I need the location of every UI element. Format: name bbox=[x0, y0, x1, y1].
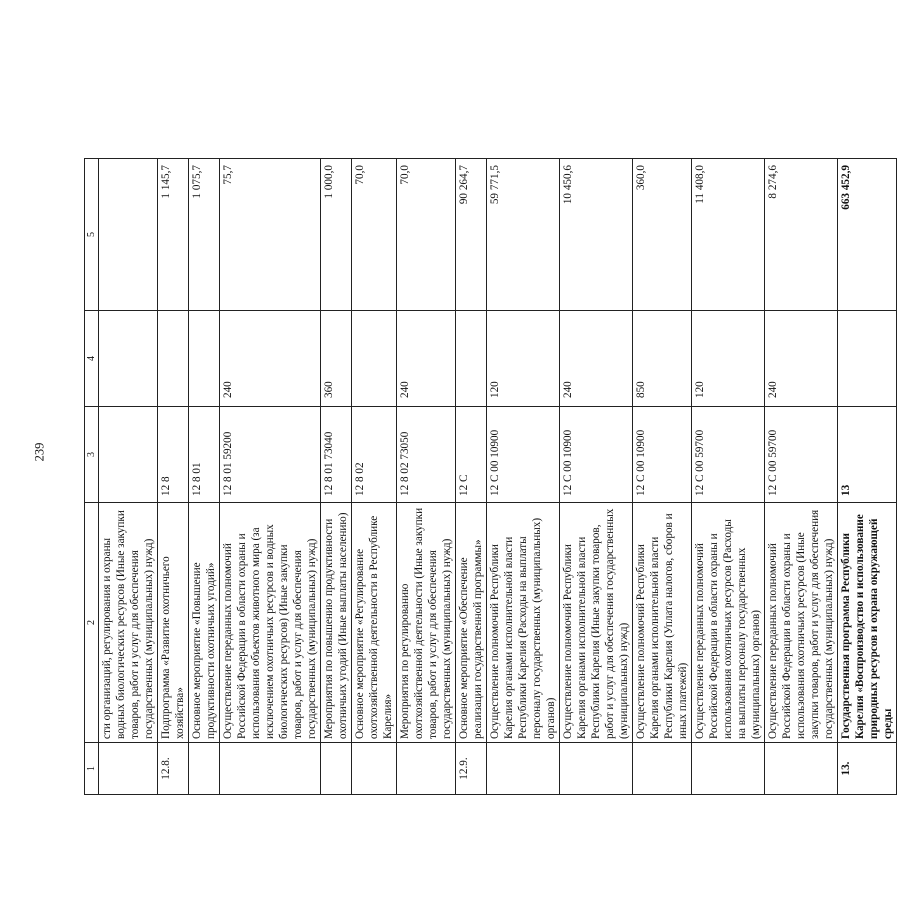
row-number bbox=[321, 743, 352, 795]
row-amount: 1 145,7 bbox=[158, 159, 189, 311]
table-row bbox=[220, 159, 321, 795]
row-type: 120 bbox=[487, 311, 560, 407]
row-type: 240 bbox=[765, 311, 838, 407]
table-row bbox=[487, 159, 560, 795]
row-name: Мероприятия по регулированию охотхозяйственной деятельности (Иные закупки товаров, работ и услуг для обеспечения государственных (муниципальных) нужд) bbox=[397, 503, 456, 743]
row-number bbox=[352, 743, 397, 795]
table-row bbox=[633, 159, 692, 795]
table-row bbox=[560, 159, 633, 795]
row-name: Мероприятия по повышению продуктивности охотничьих угодий (Иные выплаты населению) bbox=[321, 503, 352, 743]
table-row bbox=[397, 159, 456, 795]
row-code: 12 С bbox=[456, 407, 487, 503]
header-col-3: 3 bbox=[85, 407, 99, 503]
row-number: 13. bbox=[838, 743, 897, 795]
row-number bbox=[765, 743, 838, 795]
row-name: Государственная программа Республики Карелия «Воспроизводство и использование природных ресурсов и охрана окружающей среды bbox=[838, 503, 897, 743]
row-amount: 1 075,7 bbox=[189, 159, 220, 311]
row-amount bbox=[99, 159, 158, 311]
row-name: Осуществление полномочий Республики Карелия органами исполнительной власти Республики Карелия (Уплата налогов, сборов и иных платежей) bbox=[633, 503, 692, 743]
row-number bbox=[633, 743, 692, 795]
row-type bbox=[456, 311, 487, 407]
row-amount: 11 408,0 bbox=[692, 159, 765, 311]
row-type: 120 bbox=[692, 311, 765, 407]
row-code: 12 С 00 10900 bbox=[560, 407, 633, 503]
row-name: Основное мероприятие «Регулирование охотхозяйственной деятельности в Республике Карелия» bbox=[352, 503, 397, 743]
row-code: 12 8 01 73040 bbox=[321, 407, 352, 503]
row-amount: 10 450,6 bbox=[560, 159, 633, 311]
row-name: Осуществление переданных полномочий Российской Федерации в области охраны и использования охотничьих ресурсов (Иные закупки товаров, работ и услуг для обеспечения государственных (муниципальных) нужд) bbox=[765, 503, 838, 743]
row-number bbox=[560, 743, 633, 795]
row-type bbox=[99, 311, 158, 407]
row-type: 240 bbox=[560, 311, 633, 407]
row-amount: 70,0 bbox=[397, 159, 456, 311]
table-row bbox=[765, 159, 838, 795]
row-code: 12 С 00 59700 bbox=[765, 407, 838, 503]
header-col-1: 1 bbox=[85, 743, 99, 795]
table-row bbox=[158, 159, 189, 795]
row-amount: 75,7 bbox=[220, 159, 321, 311]
row-number bbox=[487, 743, 560, 795]
row-type bbox=[189, 311, 220, 407]
row-type: 240 bbox=[397, 311, 456, 407]
row-name: Осуществление переданных полномочий Российской Федерации в области охраны и использования объектов животного мира (за исключением охотничьих ресурсов и водных биологических ресурсов) (Иные закупки товаров, работ и услуг для обеспечения государственных (муниципальных) нужд) bbox=[220, 503, 321, 743]
row-amount: 663 452,9 bbox=[838, 159, 897, 311]
table-row bbox=[321, 159, 352, 795]
row-code: 12 8 02 73050 bbox=[397, 407, 456, 503]
row-number bbox=[397, 743, 456, 795]
row-number: 12.8. bbox=[158, 743, 189, 795]
row-amount: 360,0 bbox=[633, 159, 692, 311]
row-code: 12 С 00 10900 bbox=[633, 407, 692, 503]
row-amount: 90 264,7 bbox=[456, 159, 487, 311]
row-amount: 70,0 bbox=[352, 159, 397, 311]
row-name: Основное мероприятие «Обеспечение реализации государственной программы» bbox=[456, 503, 487, 743]
table-row bbox=[352, 159, 397, 795]
row-type: 850 bbox=[633, 311, 692, 407]
row-number bbox=[220, 743, 321, 795]
row-number: 12.9. bbox=[456, 743, 487, 795]
row-code: 12 8 bbox=[158, 407, 189, 503]
row-type: 240 bbox=[220, 311, 321, 407]
row-name: Осуществление полномочий Республики Карелия органами исполнительной власти Республики Карелия (Расходы на выплаты персоналу государственных (муниципальных) органов) bbox=[487, 503, 560, 743]
row-number bbox=[692, 743, 765, 795]
table-header-row bbox=[85, 159, 99, 795]
header-col-5: 5 bbox=[85, 159, 99, 311]
row-number bbox=[99, 743, 158, 795]
page-number: 239 bbox=[32, 442, 47, 462]
table-row bbox=[456, 159, 487, 795]
row-name: Основное мероприятие «Повышение продуктивности охотничьих угодий» bbox=[189, 503, 220, 743]
table-body bbox=[99, 159, 897, 795]
row-number bbox=[189, 743, 220, 795]
row-code bbox=[99, 407, 158, 503]
row-amount: 1 000,0 bbox=[321, 159, 352, 311]
row-name: Осуществление полномочий Республики Карелия органами исполнительной власти Республики Карелия (Иные закупки товаров, работ и услуг для обеспечения государственных (муниципальных) нужд) bbox=[560, 503, 633, 743]
row-name: Подпрограмма «Развитие охотничьего хозяйства» bbox=[158, 503, 189, 743]
header-col-2: 2 bbox=[85, 503, 99, 743]
row-type bbox=[158, 311, 189, 407]
table-row bbox=[838, 159, 897, 795]
table-row bbox=[692, 159, 765, 795]
row-code: 12 8 02 bbox=[352, 407, 397, 503]
row-code: 12 С 00 59700 bbox=[692, 407, 765, 503]
header-col-4: 4 bbox=[85, 311, 99, 407]
row-type bbox=[838, 311, 897, 407]
row-code: 12 8 01 bbox=[189, 407, 220, 503]
row-code: 13 bbox=[838, 407, 897, 503]
row-type bbox=[352, 311, 397, 407]
budget-table bbox=[84, 158, 897, 795]
row-amount: 59 771,5 bbox=[487, 159, 560, 311]
row-code: 12 8 01 59200 bbox=[220, 407, 321, 503]
row-amount: 8 274,6 bbox=[765, 159, 838, 311]
row-name: Осуществление переданных полномочий Российской Федерации в области охраны и использования охотничьих ресурсов (Расходы на выплаты персоналу государственных (муниципальных) органов) bbox=[692, 503, 765, 743]
row-type: 360 bbox=[321, 311, 352, 407]
table-row bbox=[99, 159, 158, 795]
row-name: сти организаций, регулирования и охраны водных биологических ресурсов (Иные закупки товаров, работ и услуг для обеспечения государственных (муниципальных) нужд) bbox=[99, 503, 158, 743]
row-code: 12 С 00 10900 bbox=[487, 407, 560, 503]
table-row bbox=[189, 159, 220, 795]
